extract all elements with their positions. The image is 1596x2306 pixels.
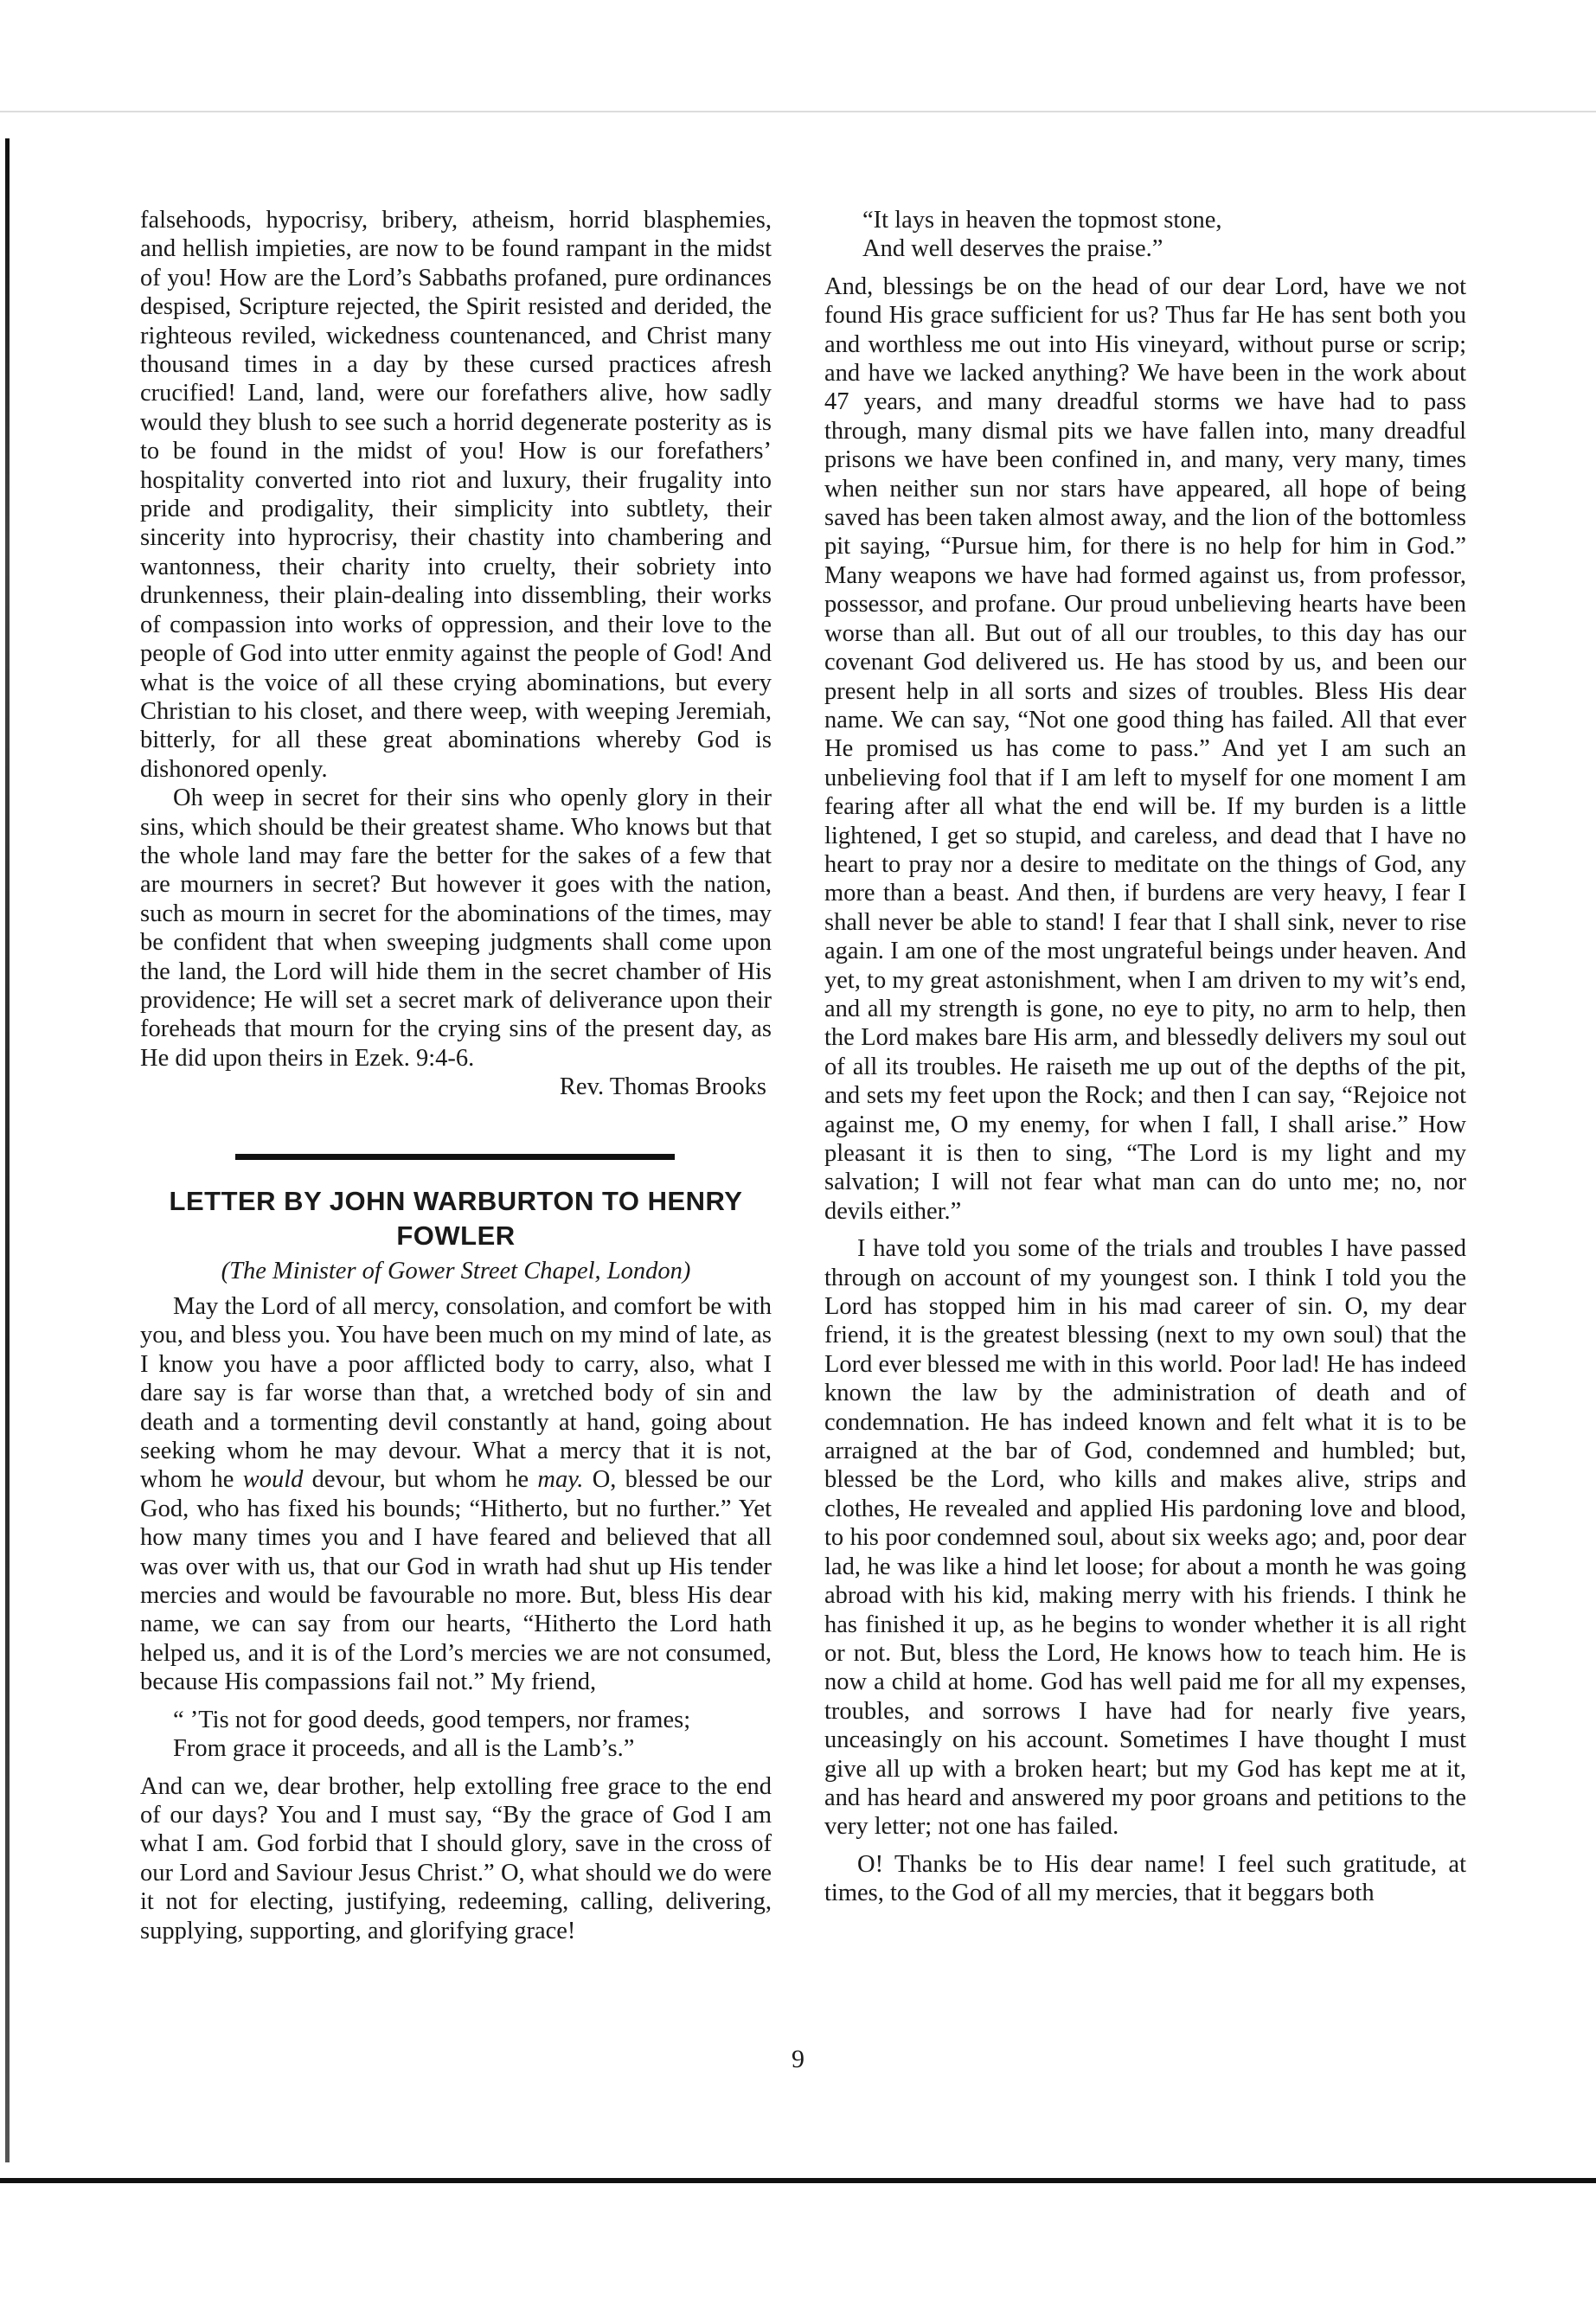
paragraph-letter-5: O! Thanks be to His dear name! I feel such gratitude, at times, to the God of all my mercies, that it beggars both [824, 1850, 1466, 1907]
section-divider [235, 1154, 675, 1160]
verse-line: And well deserves the praise.” [862, 235, 1163, 263]
paragraph-letter-4: I have told you some of the trials and troubles I have passed through on account of my youngest son. I think I told you the Lord has stopped him in his mad career of sin. O, my dear friend, it is the greatest blessing (next to my own soul) that the Lord ever blessed me with in this world. Poor lad! He has indeed known the law by the administration of death and of condemnation. He has indeed known and felt what it is to be arraigned at the bar of God, condemned and humbled; but, blessed be the Lord, who kills and makes alive, strips and clothes, He revealed and applied His pardoning love and blood, to his poor condemned soul, about six weeks ago; and, poor dear lad, he was like a hind let loose; for about a month he was going abroad with his kid, making merry with his friends. I think he has finished it up, as he begins to wonder whether it is all right or not. But, bless the Lord, He knows how to teach him. He is now a child at home. God has well paid me for all my expenses, troubles, and sorrows I have had for nearly five years, unceasingly on his account. Sometimes I have thought I must give all up with a broken heart; but my God has kept me at it, and has heard and answered my poor groans and petitions to the very letter; not one has failed. [824, 1235, 1466, 1841]
hymn-verse-right [824, 206, 1466, 264]
paragraph-letter-2: And can we, dear brother, help extolling free grace to the end of our days? You and I must say, “By the grace of God I am what I am. God forbid that I should glory, save in the cross of our Lord and Saviour Jesus Christ.” O, what should we do were it not for electing, justifying, redeeming, calling, delivering, supplying, supporting, and glorifying grace! [140, 1772, 772, 1944]
verse-line: From grace it proceeds, and all is the Lamb’s.” [173, 1735, 635, 1763]
paragraph-letter-3: And, blessings be on the head of our dear Lord, have we not found His grace sufficient for us? Thus far He has sent both you and worthless me out into His vineyard, without purse or scrip; and have we lacked anything? We have been in the work about 47 years, and many dreadful storms we have had to pass through, many dismal pits we have fallen into, many dreadful prisons we have been confined in, and many, very many, times when neither sun nor stars have appeared, all hope of being saved has been taken almost away, and the lion of the bottomless pit saying, “Pursue him, for there is no help for him in God.” Many weapons we have had formed against us, from professor, possessor, and profane. Our proud unbelieving hearts have been worse than all. But out of all our troubles, to this day has our covenant God delivered us. He has stood by us, and been our present help in all sorts and sizes of troubles. Bless His dear name. We can say, “Not one good thing has failed. All that ever He promised us has come to pass.” And yet I am such an unbelieving fool that if I am left to myself for one moment I am fearing after all what the end will be. If my burden is a little lightened, I get so stupid, and careless, and dead that I have no heart to pray nor a desire to meditate on the things of God, any more than a beast. And then, if burdens are very heavy, I fear I shall never be able to stand! I fear that I shall sink, never to rise again. I am one of the most ungrateful beings under heaven. And yet, to my great astonishment, when I am driven to my wit’s end, and all my strength is gone, no eye to pity, no arm to help, then the Lord makes bare His arm, and blessedly delivers my soul out of all its troubles. He raiseth me up out of the depths of the pit, and sets my feet upon the Rock; and then I can say, “Rejoice not against me, O my enemy, for when I fall, I shall arise.” How pleasant it is then to sing, “The Lord is my light and my salvation; I will not fear what man can do unto me; no, nor devils either.” [824, 272, 1466, 1225]
left-column [140, 206, 772, 1945]
signature: Rev. Thomas Brooks [559, 1073, 766, 1101]
right-column [824, 206, 1466, 1908]
paragraph-brooks-1: falsehoods, hypocrisy, bribery, atheism, horrid blasphemies, and hellish impieties, are now to be found rampant in the midst of you! How are the Lord’s Sabbaths profaned, pure ordinances despised, Scripture rejected, the Spirit resisted and derided, the righteous reviled, wickedness countenanced, and Christ many thousand times in a day by these cursed practices afresh crucified! Land, land, were our forefathers alive, how sadly would they blush to see such a horrid degenerate posterity as is to be found in the midst of you! How is our forefathers’ hospitality converted into riot and luxury, their frugality into pride and prodigality, their simplicity into subtlety, their sincerity into hyprocrisy, their chastity into chambering and wantonness, their charity into cruelty, their sobriety into drunkenness, their plain-dealing into dissembling, their works of compassion into works of oppression, and their love to the people of God into utter enmity against the people of God! And what is the voice of all these crying abominations, but every Christian to his closet, and there weep, with weeping Jeremiah, bitterly, for all these great abominations whereby God is dishonored openly. [140, 207, 772, 783]
hymn-verse-left [140, 1706, 772, 1764]
paragraph-letter-1 [140, 1292, 772, 1697]
paragraph-letter-1-part-c: O, blessed be our God, who has fixed his bounds; “Hitherto, but no further.” Yet how many times you and I have feared and believed that all was over with us, that our God in wrath had shut up His tender mercies and would be favourable no more. But, bless His dear name, we can say from our hearts, “Hitherto the Lord hath helped us, and it is of the Lord’s mercies we are not consumed, because His compassions fail not.” My friend, [140, 1466, 772, 1696]
letter-heading: LETTER BY JOHN WARBURTON TO HENRY FOWLER [169, 1185, 743, 1251]
scan-edge-top [0, 111, 1596, 112]
paragraph-letter-1-part-a: May the Lord of all mercy, consolation, and comfort be with you, and bless you. You have been much on my mind of late, as I know you have a poor afflicted body to carry, also, what I dare say is far worse than that, a wretched body of sin and death and a tormenting devil constantly at hand, going about seeking whom he may devour. What a mercy that it is not, whom he [140, 1293, 772, 1494]
scan-edge-left [5, 138, 10, 2162]
scan-edge-bottom [0, 2178, 1596, 2306]
emphasis-would: would [242, 1466, 304, 1494]
verse-line: “It lays in heaven the topmost stone, [862, 207, 1222, 234]
emphasis-may: may. [537, 1466, 584, 1494]
page-number: 9 [792, 2045, 804, 2073]
paragraph-letter-1-part-b: devour, but whom he [303, 1466, 538, 1494]
letter-subheading: (The Minister of Gower Street Chapel, London) [221, 1257, 691, 1284]
verse-line: “ ’Tis not for good deeds, good tempers, nor frames; [173, 1706, 691, 1733]
paragraph-brooks-2: Oh weep in secret for their sins who openly glory in their sins, which should be their greatest shame. Who knows but that the whole land may fare the better for the sakes of a few that are mourners in secret? But however it goes with the nation, such as mourn in secret for the abominations of the times, may be confident that when sweeping judgments shall come upon the land, the Lord will hide them in the secret chamber of His providence; He will set a secret mark of deliverance upon their foreheads that mourn for the crying sins of the present day, as He did upon theirs in Ezek. 9:4-6. [140, 785, 772, 1072]
